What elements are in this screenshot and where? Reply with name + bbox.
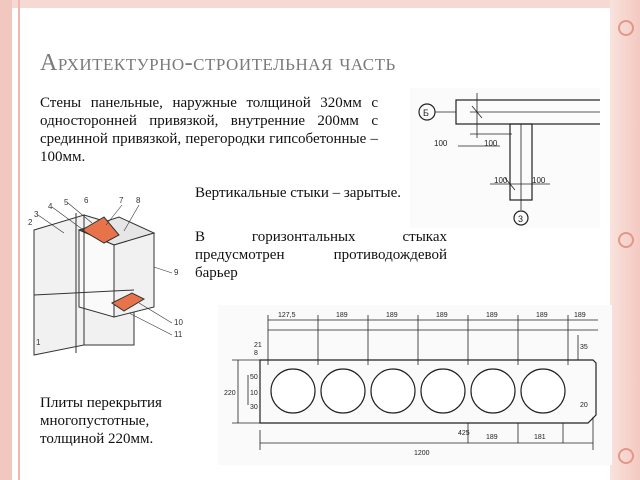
slide-frame-line xyxy=(18,0,20,480)
callout-label: 3 xyxy=(34,210,39,219)
walls-description: Стены панельные, наружные толщиной 320мм с односторонней привязкой, внутренние 200мм с срединной привязкой, перегородки гипсобетонные – 100мм. xyxy=(40,95,378,165)
slab-dim-label: 220 xyxy=(224,390,236,397)
callout-label: 10 xyxy=(174,318,183,327)
vertical-joints-text: Вертикальные стыки – зарытые. xyxy=(195,185,402,201)
slab-dim-label: 189 xyxy=(436,312,448,319)
plan-dim-label: 100 xyxy=(532,176,546,185)
slab-dim-label: 189 xyxy=(386,312,398,319)
plan-dim-label: 100 xyxy=(434,139,448,148)
slide-title: Архитектурно-строительная часть xyxy=(40,50,396,76)
plan-dim-label: 100 xyxy=(494,176,508,185)
horizontal-joints-text: В горизонтальных стыках предусмотрен противодождевой барьер xyxy=(195,229,447,281)
axis-b-label: Б xyxy=(423,108,429,118)
hollow-core-slab-drawing xyxy=(218,305,612,465)
callout-label: 5 xyxy=(64,198,69,207)
slab-dim-label: 189 xyxy=(336,312,348,319)
slab-dim-label: 50 xyxy=(250,374,258,381)
slab-dim-label: 10 xyxy=(250,390,258,397)
slab-dim-label: 189 xyxy=(574,312,586,319)
slab-dim-label: 189 xyxy=(486,312,498,319)
slab-dim-label: 8 xyxy=(254,350,258,357)
slab-dim-label: 189 xyxy=(486,434,498,441)
callout-label: 8 xyxy=(136,196,141,205)
binder-ring-icon xyxy=(618,232,634,248)
slide-frame-right xyxy=(610,0,640,480)
slabs-description: Плиты перекрытия многопустотные, толщиной 220мм. xyxy=(40,395,162,447)
callout-label: 4 xyxy=(48,202,53,211)
wall-junction-plan-drawing xyxy=(410,88,600,228)
slab-dim-label: 30 xyxy=(250,404,258,411)
slab-dim-label: 20 xyxy=(580,402,588,409)
binder-ring-icon xyxy=(618,448,634,464)
binder-ring-icon xyxy=(618,20,634,36)
slide-frame-top xyxy=(0,0,640,8)
callout-label: 2 xyxy=(28,218,33,227)
slab-dim-label: 21 xyxy=(254,342,262,349)
callout-label: 6 xyxy=(84,196,89,205)
panel-joint-isometric-drawing xyxy=(24,195,194,365)
slab-dim-label: 189 xyxy=(536,312,548,319)
callout-label: 11 xyxy=(174,330,183,339)
plan-dim-label: 100 xyxy=(484,139,498,148)
axis-3-label: 3 xyxy=(518,214,524,224)
slab-dim-label: 35 xyxy=(580,344,588,351)
slide-frame-left xyxy=(0,0,12,480)
slab-dim-label: 425 xyxy=(458,430,470,437)
callout-label: 1 xyxy=(36,338,41,347)
slab-dim-label: 1200 xyxy=(414,450,430,457)
callout-label: 7 xyxy=(119,196,124,205)
slab-dim-label: 181 xyxy=(534,434,546,441)
callout-label: 9 xyxy=(174,268,179,277)
slab-dim-label: 127,5 xyxy=(278,312,296,319)
